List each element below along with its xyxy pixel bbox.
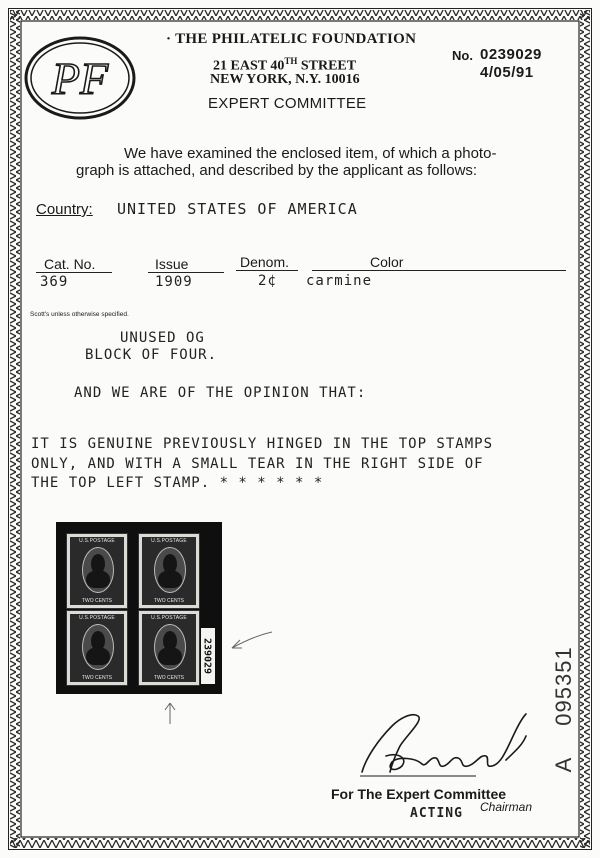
color-rule bbox=[312, 270, 566, 271]
arrow-up-icon bbox=[160, 700, 180, 726]
arrow-left-icon bbox=[226, 626, 276, 656]
certificate-date: 4/05/91 bbox=[480, 64, 534, 81]
denom-label: Denom. bbox=[240, 254, 290, 270]
issue-rule bbox=[148, 272, 224, 273]
intro-line-2: graph is attached, and described by the applicant as follows: bbox=[76, 162, 478, 179]
chairman-label: Chairman bbox=[480, 800, 533, 814]
address-line-1: 21 EAST 40TH STREET bbox=[213, 56, 357, 74]
stamp-top-right: U.S.POSTAGE TWO CENTS bbox=[138, 533, 200, 609]
address-line-2: NEW YORK, N.Y. 10016 bbox=[210, 72, 360, 87]
organization-name: · THE PHILATELIC FOUNDATION bbox=[166, 31, 417, 47]
for-committee-text: For The Expert Committee bbox=[331, 786, 507, 802]
description-line-2: BLOCK OF FOUR. bbox=[85, 347, 218, 363]
color-label: Color bbox=[370, 254, 404, 270]
opinion-heading: AND WE ARE OF THE OPINION THAT: bbox=[74, 385, 367, 401]
stamp-bottom-left: U.S.POSTAGE TWO CENTS bbox=[66, 610, 128, 686]
serial-prefix: A bbox=[551, 757, 576, 773]
denom-value: 2¢ bbox=[258, 273, 277, 289]
stamp-photograph bbox=[56, 522, 222, 694]
country-label: Country: bbox=[36, 201, 93, 218]
committee-title: EXPERT COMMITTEE bbox=[208, 95, 367, 112]
color-value: carmine bbox=[306, 273, 373, 289]
serial-number: 095351 bbox=[551, 646, 576, 726]
signature bbox=[356, 706, 534, 782]
stamp-top-left: U.S.POSTAGE TWO CENTS bbox=[66, 533, 128, 609]
issue-value: 1909 bbox=[155, 274, 193, 290]
stamp-bottom-right: U.S.POSTAGE TWO CENTS bbox=[138, 610, 200, 686]
cat-no-rule bbox=[36, 272, 112, 273]
photo-number: 239029 bbox=[201, 637, 213, 675]
certificate-number-label: No. bbox=[452, 48, 473, 63]
description-line-1: UNUSED OG bbox=[120, 330, 205, 346]
issue-label: Issue bbox=[155, 256, 189, 272]
cat-no-value: 369 bbox=[40, 274, 69, 290]
logo-text: PF bbox=[51, 53, 109, 104]
opinion-line-3: THE TOP LEFT STAMP. * * * * * * bbox=[31, 475, 324, 491]
acting-label: ACTING bbox=[410, 806, 463, 821]
opinion-line-2: ONLY, AND WITH A SMALL TEAR IN THE RIGHT SIDE OF bbox=[31, 456, 484, 472]
scott-note: Scott's unless otherwise specified. bbox=[30, 311, 129, 318]
certificate-number: 0239029 bbox=[480, 46, 542, 63]
intro-line-1: We have examined the enclosed item, of which a photo- bbox=[124, 145, 497, 162]
cat-no-label: Cat. No. bbox=[44, 256, 96, 272]
denom-rule bbox=[236, 270, 298, 271]
country-value: UNITED STATES OF AMERICA bbox=[117, 200, 358, 218]
opinion-line-1: IT IS GENUINE PREVIOUSLY HINGED IN THE TOP STAMPS bbox=[31, 436, 494, 452]
pf-logo bbox=[24, 36, 136, 120]
